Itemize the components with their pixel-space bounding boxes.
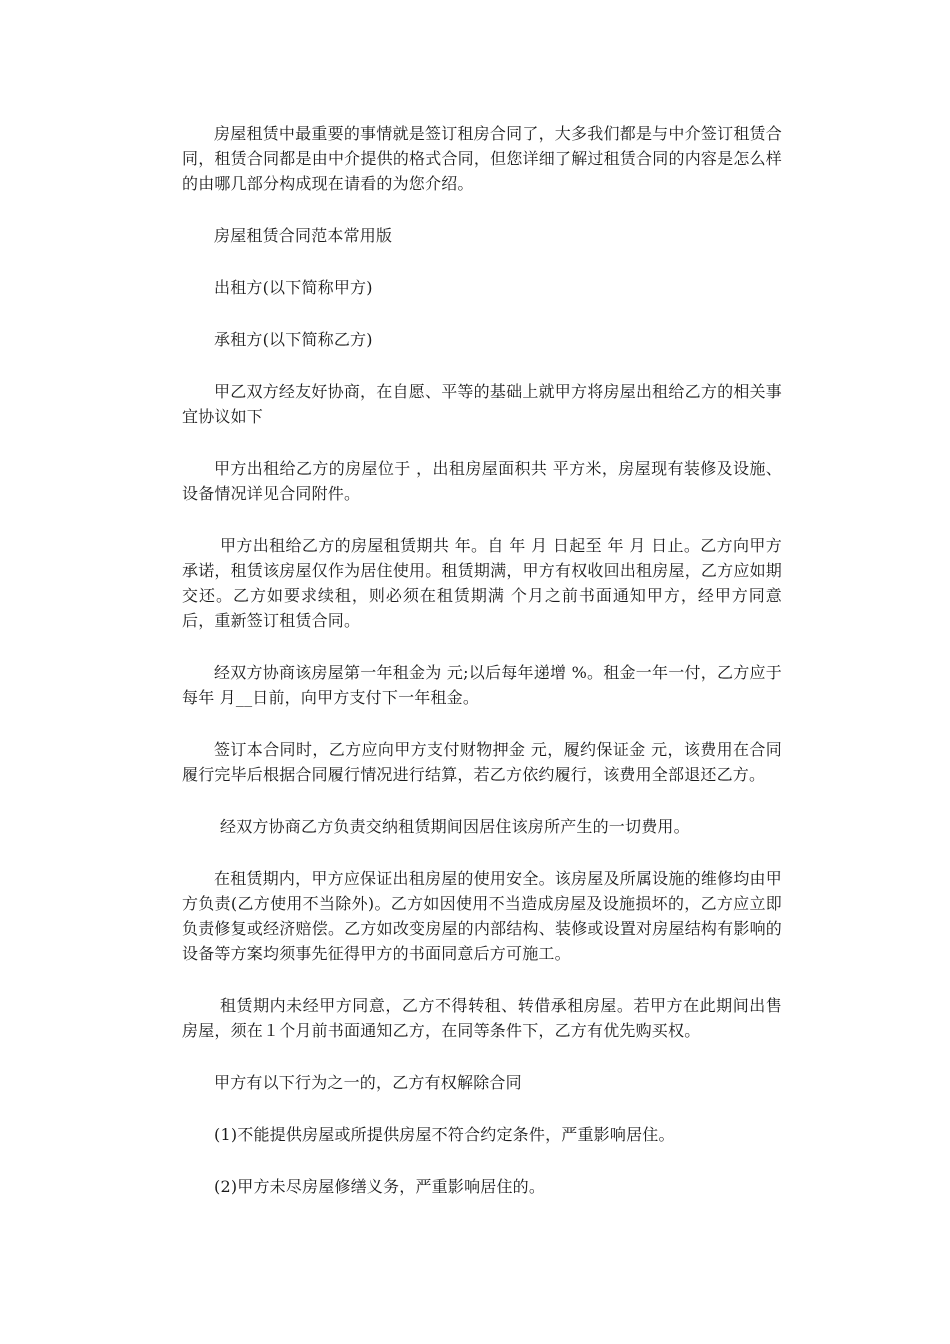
paragraph-intro: 房屋租赁中最重要的事情就是签订租房合同了，大多我们都是与中介签订租赁合同，租赁合同都是由中介提供的格式合同，但您详细了解过租赁合同的内容是怎么样的由哪几部分构成现在请看的为您介绍。 (182, 124, 782, 193)
paragraph-lessor: 出租方(以下简称甲方) (214, 278, 373, 297)
paragraph-agreement: 甲乙双方经友好协商，在自愿、平等的基础上就甲方将房屋出租给乙方的相关事宜协议如下 (182, 382, 782, 426)
paragraph-fees: 经双方协商乙方负责交纳租赁期间因居住该房所产生的一切费用。 (220, 817, 690, 836)
paragraph-condition-2: (2)甲方未尽房屋修缮义务，严重影响居住的。 (214, 1177, 546, 1196)
paragraph-rent: 经双方协商该房屋第一年租金为 元;以后每年递增 %。租金一年一付，乙方应于每年 月__日前，向甲方支付下一年租金。 (182, 663, 782, 707)
paragraph-lease-term: 甲方出租给乙方的房屋租赁期共 年。自 年 月 日起至 年 月 日止。乙方向甲方承诺，租赁该房屋仅作为居住使用。租赁期满，甲方有权收回出租房屋，乙方应如期交还。乙方如要求续租，则必须在租赁期满 个月之前书面通知甲方，经甲方同意后，重新签订租赁合同。 (182, 536, 782, 630)
paragraph-deposit: 签订本合同时，乙方应向甲方支付财物押金 元，履约保证金 元，该费用在合同履行完毕后根据合同履行情况进行结算，若乙方依约履行，该费用全部退还乙方。 (182, 740, 782, 784)
paragraph-sublease: 租赁期内未经甲方同意，乙方不得转租、转借承租房屋。若甲方在此期间出售房屋，须在１个月前书面通知乙方，在同等条件下，乙方有优先购买权。 (182, 996, 782, 1040)
document-body (182, 121, 782, 1226)
paragraph-maintenance: 在租赁期内，甲方应保证出租房屋的使用安全。该房屋及所属设施的维修均由甲方负责(乙方使用不当除外)。乙方如因使用不当造成房屋及设施损坏的，乙方应立即负责修复或经济赔偿。乙方如改变房屋的内部结构、装修或设置对房屋结构有影响的设备等方案均须事先征得甲方的书面同意后方可施工。 (182, 869, 782, 963)
paragraph-condition-1: (1)不能提供房屋或所提供房屋不符合约定条件，严重影响居住。 (214, 1125, 675, 1144)
paragraph-house-location: 甲方出租给乙方的房屋位于 ，出租房屋面积共 平方米，房屋现有装修及设施、设备情况详见合同附件。 (182, 459, 782, 503)
paragraph-lessee: 承租方(以下简称乙方) (214, 330, 373, 349)
paragraph-termination: 甲方有以下行为之一的，乙方有权解除合同 (214, 1073, 522, 1092)
paragraph-contract-title: 房屋租赁合同范本常用版 (214, 226, 393, 245)
